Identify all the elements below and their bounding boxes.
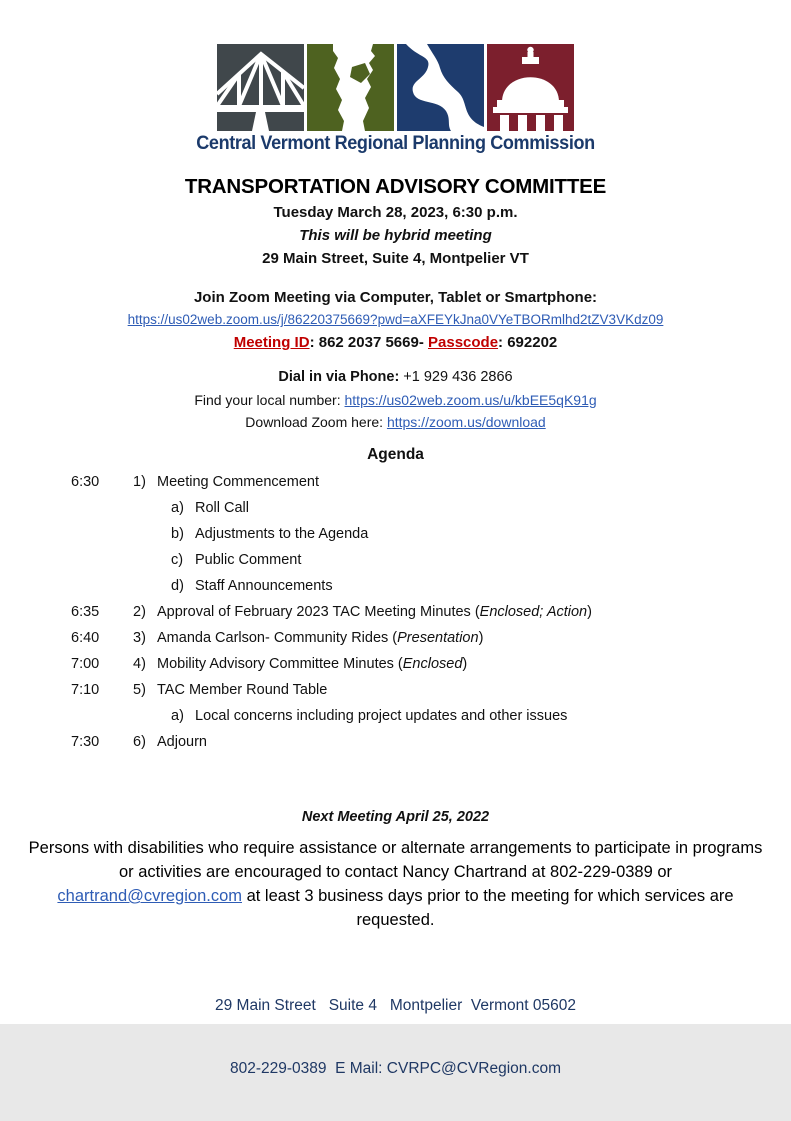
agenda-time: 7:00 <box>71 656 100 672</box>
agenda-letter: a) <box>171 708 184 724</box>
document-footer <box>0 953 791 1121</box>
local-number-link[interactable]: https://us02web.zoom.us/u/kbEE5qK91g <box>344 392 597 408</box>
agenda-number: 2) <box>133 604 146 620</box>
bridge-icon <box>217 44 304 131</box>
meeting-datetime: Tuesday March 28, 2023, 6:30 p.m. <box>273 204 518 221</box>
agenda-text: Adjourn <box>157 734 207 750</box>
hybrid-note: This will be hybrid meeting <box>299 227 492 244</box>
agenda-row <box>0 629 791 648</box>
accessibility-text-post: at least 3 business days prior to the meeting for which services are requested. <box>242 887 734 929</box>
download-zoom-line <box>0 413 791 431</box>
accessibility-text-pre: Persons with disabilities who require assistance or alternate arrangements to participate in programs or activities are encouraged to contact Nancy Chartrand at 802-229-0389 or <box>28 839 763 881</box>
agenda-time: 6:35 <box>71 604 100 620</box>
download-zoom-link[interactable]: https://zoom.us/download <box>386 414 546 430</box>
download-label: Download Zoom here: <box>245 414 387 430</box>
agenda-time: 7:30 <box>71 734 100 750</box>
agenda-row <box>0 603 791 622</box>
local-number-line <box>0 391 791 409</box>
agenda-row <box>0 473 791 492</box>
agenda-subrow <box>0 707 791 726</box>
accessibility-paragraph <box>25 836 767 932</box>
agenda-text: Approval of February 2023 TAC Meeting Minutes (Enclosed; Action) <box>157 604 592 620</box>
agenda-text: TAC Member Round Table <box>157 682 328 698</box>
meeting-id-line <box>0 333 791 352</box>
passcode-label: Passcode <box>428 334 499 351</box>
agenda-letter: c) <box>171 552 184 568</box>
zoom-meeting-link[interactable]: https://us02web.zoom.us/j/86220375669?pwd=aXFEYkJna0VYeTBORmlhd2tZV3VKdz09 <box>127 312 664 327</box>
winding-road-icon <box>397 44 484 131</box>
agenda-time: 7:10 <box>71 682 100 698</box>
org-name: Central Vermont Regional Planning Commission <box>196 133 595 154</box>
meeting-id-label: Meeting ID <box>233 334 310 351</box>
agenda-text: Staff Announcements <box>195 578 333 594</box>
dial-in-line <box>0 368 791 387</box>
agenda-number: 5) <box>133 682 146 698</box>
agenda-letter: d) <box>171 578 184 594</box>
agenda-list <box>0 473 791 752</box>
agenda-text: Roll Call <box>195 500 249 516</box>
dial-in-label: Dial in via Phone: <box>278 369 400 385</box>
agenda-number: 4) <box>133 656 146 672</box>
agenda-row <box>0 681 791 700</box>
agenda-letter: a) <box>171 500 184 516</box>
agenda-text: Public Comment <box>195 552 302 568</box>
meeting-id-value: : 862 2037 5669- <box>309 334 428 351</box>
agenda-time: 6:40 <box>71 630 100 646</box>
agenda-subrow <box>0 499 791 518</box>
page-title: TRANSPORTATION ADVISORY COMMITTEE <box>184 175 607 198</box>
agenda-subrow <box>0 577 791 596</box>
agenda-text: Adjustments to the Agenda <box>195 526 369 542</box>
agenda-heading: Agenda <box>367 446 424 463</box>
agenda-number: 6) <box>133 734 146 750</box>
meeting-location: 29 Main Street, Suite 4, Montpelier VT <box>262 250 529 267</box>
zoom-join-heading: Join Zoom Meeting via Computer, Tablet or Smartphone: <box>193 289 598 306</box>
passcode-value: : 692202 <box>498 334 558 351</box>
capitol-dome-icon <box>487 44 574 131</box>
cvrpc-logo <box>0 0 791 131</box>
agenda-subrow <box>0 525 791 544</box>
agenda-row <box>0 655 791 674</box>
dial-in-number: +1 929 436 2866 <box>399 369 513 385</box>
vermont-map-icon <box>307 44 394 131</box>
next-meeting-note: Next Meeting April 25, 2022 <box>301 809 490 825</box>
agenda-number: 1) <box>133 474 146 490</box>
agenda-row <box>0 733 791 752</box>
agenda-text: Mobility Advisory Committee Minutes (Enclosed) <box>157 656 468 672</box>
accessibility-email-link[interactable]: chartrand@cvregion.com <box>57 887 242 905</box>
agenda-text: Local concerns including project updates and other issues <box>195 708 568 724</box>
agenda-number: 3) <box>133 630 146 646</box>
agenda-letter: b) <box>171 526 184 542</box>
agenda-time: 6:30 <box>71 474 100 490</box>
agenda-text: Amanda Carlson- Community Rides (Presentation) <box>157 630 484 646</box>
footer-address: 29 Main Street Suite 4 Montpelier Vermont 05602 <box>214 997 576 1014</box>
footer-contact: 802-229-0389 E Mail: CVRPC@CVRegion.com <box>229 1060 562 1077</box>
agenda-text: Meeting Commencement <box>157 474 319 490</box>
agenda-subrow <box>0 551 791 570</box>
local-number-label: Find your local number: <box>194 392 345 408</box>
zoom-url-line <box>0 311 791 329</box>
